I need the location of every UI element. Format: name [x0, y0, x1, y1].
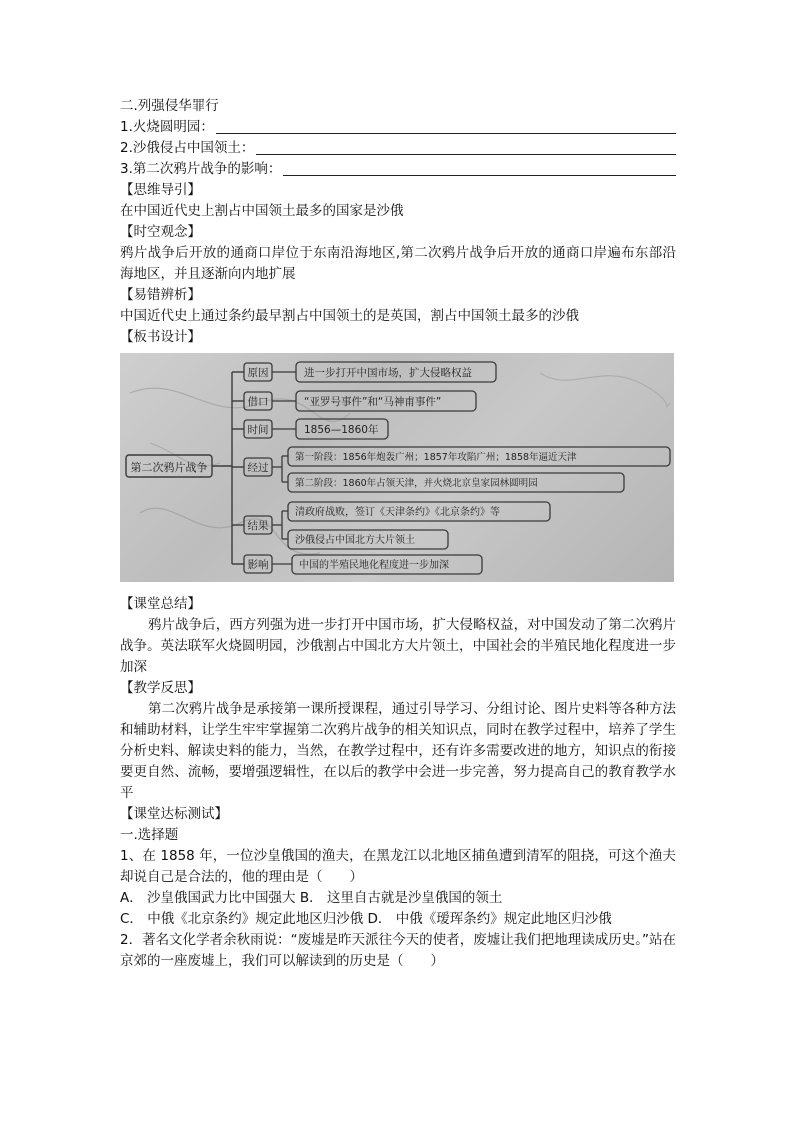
board-heading: 【板书设计】	[120, 329, 201, 345]
leaf-process-stage1: 第一阶段：1856年炮轰广州；1857年攻陷广州；1858年逼近天津	[295, 452, 577, 463]
reflection-text: 第二次鸦片战争是承接第一课所授课程，通过引导学习、分组讨论、图片史料等各种方法和辅助材料，让学生牢牢掌握第二次鸦片战争的相关知识点，同时在教学过程中，培养了学生分析史料、解读史料的能力，当然，在教学过程中，还有许多需要改进的地方，知识点的衔接要更自然、流畅，要增强逻辑性，在以后的教学中会进一步完善，努力提高自己的教育教学水平	[120, 701, 676, 801]
fill-item-3	[120, 159, 676, 180]
error-heading: 【易错辨析】	[120, 287, 201, 303]
map-stroke	[540, 373, 670, 407]
spacetime-text: 鸦片战争后开放的通商口岸位于东南沿海地区,第二次鸦片战争后开放的通商口岸遍布东部沿海地区，并且逐渐向内地扩展	[120, 245, 676, 282]
reflection-heading: 【教学反思】	[120, 680, 201, 696]
spacetime-heading: 【时空观念】	[120, 224, 201, 240]
answer-blank[interactable]	[283, 160, 676, 176]
fill-item-label: 1.火烧圆明园：	[120, 119, 214, 135]
fill-item-label: 2.沙俄侵占中国领土：	[120, 140, 255, 156]
answer-blank[interactable]	[216, 118, 676, 134]
board-mindmap	[120, 353, 674, 582]
branch-label-cause: 原因	[247, 367, 269, 379]
leaf-result-treaty: 清政府战败，签订《天津条约》《北京条约》等	[295, 507, 500, 518]
branch-label-process: 经过	[247, 462, 269, 474]
leaf-impact: 中国的半殖民地化程度进一步加深	[299, 560, 449, 571]
leaf-time: 1856—1860年	[304, 424, 379, 436]
map-stroke	[140, 508, 320, 554]
leaf-pretext: “亚罗号事件”和“马神甫事件”	[304, 396, 442, 408]
board-design-photo	[120, 353, 674, 582]
question-1-options-cd: C． 中俄《北京条约》规定此地区归沙俄 D． 中俄《瑷珲条约》规定此地区归沙俄	[120, 911, 612, 927]
fill-item-2	[120, 138, 676, 159]
leaf-result-territory: 沙俄侵占中国北方大片领土	[295, 535, 415, 546]
section-title: 二.列强侵华罪行	[120, 98, 219, 114]
test-section: 一.选择题	[120, 827, 179, 843]
question-2-stem: 2．著名文化学者余秋雨说：“废墟是昨天派往今天的使者，废墟让我们把地理读成历史。”站在京郊的一座废墟上，我们可以解读到的历史是（ ）	[120, 932, 676, 969]
branch-label-result: 结果	[247, 520, 269, 532]
question-1-stem: 1、在 1858 年，一位沙皇俄国的渔夫，在黑龙江以北地区捕鱼遭到清军的阻挠，可这个渔夫却说自己是合法的，他的理由是（ ）	[120, 848, 676, 885]
branch-label-pretext: 借口	[247, 396, 269, 408]
fill-item-label: 3.第二次鸦片战争的影响：	[120, 161, 282, 177]
test-heading: 【课堂达标测试】	[120, 806, 228, 822]
thinking-text: 在中国近代史上割占中国领土最多的国家是沙俄	[120, 203, 404, 219]
answer-blank[interactable]	[256, 139, 676, 155]
summary-text: 鸦片战争后，西方列强为进一步打开中国市场，扩大侵略权益，对中国发动了第二次鸦片战争。英法联军火烧圆明园，沙俄割占中国北方大片领土，中国社会的半殖民地化程度进一步加深	[120, 617, 676, 675]
branch-label-impact: 影响	[247, 559, 269, 571]
root-label: 第二次鸦片战争	[130, 461, 208, 474]
thinking-heading: 【思维导引】	[120, 182, 201, 198]
fill-item-1	[120, 117, 676, 138]
error-text: 中国近代史上通过条约最早割占中国领土的是英国，割占中国领土最多的沙俄	[120, 308, 579, 324]
leaf-cause: 进一步打开中国市场，扩大侵略权益	[304, 367, 472, 379]
summary-heading: 【课堂总结】	[120, 596, 201, 612]
branch-label-time: 时间	[247, 424, 269, 436]
document-page	[120, 96, 676, 972]
leaf-process-stage2: 第二阶段：1860年占领天津，并火烧北京皇家园林圆明园	[295, 478, 538, 489]
question-1-options-ab: A． 沙皇俄国武力比中国强大 B． 这里自古就是沙皇俄国的领土	[120, 890, 503, 906]
